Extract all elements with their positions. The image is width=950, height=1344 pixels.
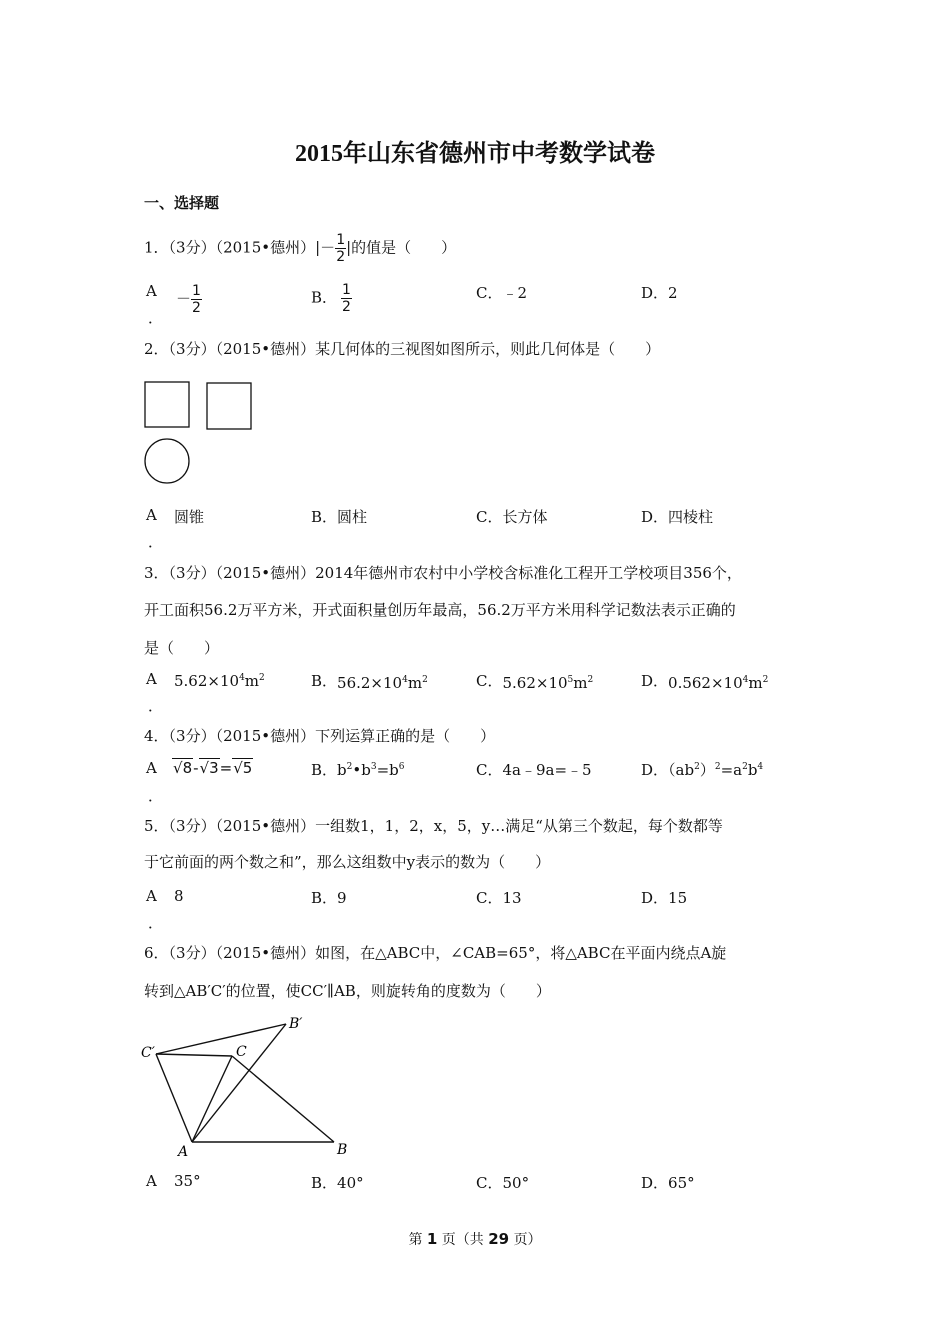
q3-a-base: 5.62×10 [174,672,240,690]
q4-d-exp-2: 2 [714,762,721,772]
q4-b-result: =b [376,761,399,779]
q1-option-a-dot: ． [148,309,164,327]
q2-option-d: D．四棱柱 [641,508,714,526]
page-footer [0,1229,950,1249]
footer-middle: 页（共 [441,1232,484,1248]
q4-b-exp-2: 3 [370,762,377,772]
q5-option-c: C．13 [476,889,522,907]
label-b: B [337,1142,348,1158]
question-4-stem: 4．（3分）（2015•德州）下列运算正确的是（ ） [144,727,496,745]
q3-option-c [476,670,593,691]
q1-fraction-numerator: 1 [336,232,346,248]
q4-d-exp-1: 2 [694,762,700,772]
front-view-square [145,382,189,427]
q3-d-unit-exp: 2 [762,675,769,685]
q1-fraction [335,232,346,265]
q1-a-denominator: 2 [192,300,201,316]
q2-option-a-label: A [146,506,157,524]
q4-d-part-4: b [747,761,758,779]
q3-b-unit-exp: 2 [422,675,428,685]
q2-option-a: 圆锥 [174,508,205,526]
section-heading: 一、选择题 [144,194,220,212]
q3-d-label: D． [641,672,669,690]
q3-c-base: 5.62×10 [502,674,568,692]
q5-option-a: 8 [174,887,184,905]
q3-option-a-dot: ． [148,697,164,715]
q1-option-a [176,283,202,316]
q1-a-minus: － [176,289,192,308]
q3-b-label: B． [311,672,338,690]
q1-option-d: D．2 [641,284,678,302]
q4-option-a-dot: ． [148,787,164,805]
q4-a-sqrt-8: √8 [173,759,193,777]
q1-stem-text: 1．（3分）（2015•德州）| [144,238,321,257]
q4-b-times: •b [352,761,371,779]
top-view-circle [145,439,189,483]
q4-d-label: D． [641,761,669,779]
q3-a-unit: m [244,672,260,690]
segment-c-b [232,1056,334,1142]
q3-a-exp: 4 [239,673,245,683]
question-2-stem: 2．（3分）（2015•德州）某几何体的三视图如图所示，则此几何体是（ ） [144,340,661,358]
q3-b-unit: m [407,674,423,692]
q6-option-d: D．65° [641,1174,695,1192]
q1-b-numerator: 1 [342,282,351,298]
three-view-figure [140,378,260,488]
q4-a-equals: = [219,759,233,777]
footer-page-number: 1 [426,1230,438,1248]
q4-option-d [641,759,763,780]
q3-option-d [641,670,768,691]
q3-c-unit: m [573,674,588,692]
q3-d-exp: 4 [742,675,749,685]
q4-option-b [311,759,404,780]
q3-option-b [311,670,428,691]
q1-option-b [311,282,352,315]
q4-a-radicand-3: 5 [242,759,253,777]
q4-b-label: B． [311,761,338,779]
q3-c-exp: 5 [567,675,574,685]
page-title: 2015年山东省德州市中考数学试卷 [295,141,655,167]
q3-option-a-label: A [146,670,157,688]
q3-option-a [174,672,265,690]
question-3-line-2: 开工面积56.2万平方米，开式面积量创历年最高，56.2万平方米用科学记数法表示正确的 [144,601,736,619]
q6-option-c: C．50° [476,1174,530,1192]
segment-cprime-c [156,1054,232,1056]
q3-c-unit-exp: 2 [587,675,594,685]
q3-b-base: 56.2×10 [337,674,403,692]
q3-d-unit: m [748,674,763,692]
footer-total-pages: 29 [488,1230,510,1248]
q4-d-exp-3: 2 [742,762,748,772]
q3-d-base: 0.562×10 [668,674,743,692]
side-view-square [207,383,251,429]
q4-a-radicand-1: 8 [182,759,193,777]
segment-bprime-a [192,1024,286,1142]
q5-option-a-dot: ． [148,914,164,932]
q4-a-minus: - [193,759,199,777]
q4-b-exp-1: 2 [346,762,353,772]
label-c: C [236,1044,247,1060]
q1-b-fraction [341,282,352,315]
question-1-stem [144,232,456,265]
label-b-prime: B′ [289,1016,303,1032]
q2-option-a-dot: ． [148,533,164,551]
label-c-prime: C′ [141,1045,155,1061]
q6-option-b: B．40° [311,1174,364,1192]
question-3-line-1: 3．（3分）（2015•德州）2014年德州市农村中小学校含标准化工程开工学校项目356个， [144,564,742,582]
q4-d-part-1: （ab [668,761,695,779]
q4-option-c: C．4a﹣9a=﹣5 [476,761,592,779]
q3-c-label: C． [476,672,503,690]
q1-b-denominator: 2 [342,299,351,315]
question-5-line-2: 于它前面的两个数之和”，那么这组数中y表示的数为（ ） [144,853,551,871]
q5-option-a-label: A [146,887,157,905]
q4-option-a-label: A [146,759,157,777]
q1-stem-tail: |的值是（ ） [346,238,457,257]
q2-option-b: B．圆柱 [311,508,368,526]
question-3-line-3: 是（ ） [144,639,220,657]
footer-suffix: 页） [513,1232,542,1248]
q1-option-a-label: A [146,282,157,300]
q1-a-fraction [191,283,202,316]
label-a: A [178,1144,189,1160]
q6-option-a: 35° [174,1172,201,1190]
rotation-figure [138,1010,358,1160]
q1-b-label: B． [311,288,338,307]
q1-fraction-denominator: 2 [336,249,346,265]
q1-option-c: C．﹣2 [476,284,528,302]
q4-option-a [172,758,253,777]
q4-a-sqrt-3: √3 [199,759,219,777]
q4-b-exp-3: 6 [398,762,405,772]
q4-a-radicand-2: 3 [209,759,219,777]
q4-d-part-2: ） [699,761,715,779]
q1-minus: － [320,238,336,257]
q6-option-a-label: A [146,1172,157,1190]
footer-prefix: 第 [408,1232,423,1248]
question-6-line-1: 6．（3分）（2015•德州）如图，在△ABC中，∠CAB=65°，将△ABC在平面内绕点A旋 [144,944,727,962]
q4-b-base-1: b [337,761,347,779]
question-6-line-2: 转到△AB′C′的位置，使CC′∥AB，则旋转角的度数为（ ） [144,982,551,1000]
q2-option-c: C．长方体 [476,508,548,526]
q5-option-b: B．9 [311,889,347,907]
q4-a-sqrt-5: √5 [233,759,253,777]
q3-a-unit-exp: 2 [259,673,265,683]
q5-option-d: D．15 [641,889,688,907]
q3-b-exp: 4 [402,675,408,685]
q4-d-exp-4: 4 [757,762,764,772]
segment-cprime-a [156,1054,192,1142]
q4-d-part-3: =a [720,761,743,779]
q1-a-numerator: 1 [192,283,201,299]
question-5-line-1: 5．（3分）（2015•德州）一组数1，1，2，x，5，y…满足“从第三个数起，每个数都等 [144,817,723,835]
